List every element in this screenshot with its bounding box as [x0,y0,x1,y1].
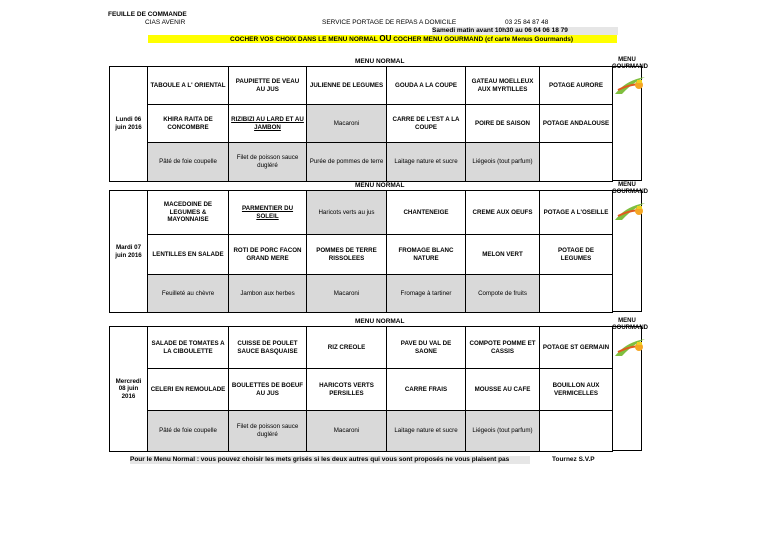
footer-note: Pour le Menu Normal : vous pouvez choisir les mets grisés si les deux autres qui vous sont proposés ne vous plaisent pas [130,456,530,464]
menu-cell[interactable]: BOULETTES DE BOEUF AU JUS [229,369,307,411]
turn-over-note: Tournez S.V.P [552,456,595,463]
menu-table-wednesday [109,326,613,452]
menu-table-monday [109,66,613,182]
menu-cell[interactable]: HARICOTS VERTS PERSILLES [307,369,387,411]
menu-cell[interactable]: MELON VERT [466,235,540,275]
menu-cell-text: PARMENTIER DU SOLEIL [241,204,294,220]
menu-cell[interactable]: CARRE DE L'EST A LA COUPE [387,105,466,143]
form-title: FEUILLE DE COMMANDE [108,11,187,18]
menu-cell[interactable]: MOUSSE AU CAFE [466,369,540,411]
menu-cell-grey[interactable]: Pâté de foie coupelle [148,411,229,452]
menu-cell[interactable]: LENTILLES EN SALADE [148,235,229,275]
menu-cell[interactable] [540,411,613,452]
menu-gourmand-label-2: MENU GOURMAND [612,182,648,195]
menu-cell[interactable]: RIZ CREOLE [307,327,387,369]
gourmand-logo-icon [612,74,648,96]
menu-cell-grey[interactable]: Haricots verts au jus [307,191,387,235]
menu-cell[interactable] [540,143,613,182]
menu-cell[interactable]: GATEAU MOELLEUX AUX MYRTILLES [466,67,540,105]
menu-cell[interactable]: GOUDA A LA COUPE [387,67,466,105]
org-name: CIAS AVENIR [145,19,186,26]
menu-cell[interactable]: POMMES DE TERRE RISSOLEES [307,235,387,275]
gourmand-logo-icon [612,200,648,222]
menu-cell[interactable]: SALADE DE TOMATES A LA CIBOULETTE [148,327,229,369]
menu-cell[interactable]: PAVE DU VAL DE SAONE [387,327,466,369]
menu-cell[interactable]: ROTI DE PORC FACON GRAND MERE [229,235,307,275]
day-label: Mercredi 08 juin 2016 [110,327,148,452]
menu-cell[interactable]: CREME AUX OEUFS [466,191,540,235]
menu-cell[interactable]: CARRE FRAIS [387,369,466,411]
menu-cell-grey[interactable]: Pâté de foie coupelle [148,143,229,182]
menu-cell[interactable]: COMPOTE POMME ET CASSIS [466,327,540,369]
saturday-phone: Samedi matin avant 10h30 au 06 04 06 18 79 [432,27,618,35]
menu-cell[interactable]: CELERI EN REMOULADE [148,369,229,411]
menu-cell[interactable]: POTAGE ST GERMAIN [540,327,613,369]
menu-cell-grey[interactable]: Macaroni [307,275,387,313]
menu-cell[interactable]: POIRE DE SAISON [466,105,540,143]
instruction-gourmand: COCHER MENU GOURMAND (cf carte Menus Gourmands) [393,36,574,43]
menu-cell[interactable]: CUISSE DE POULET SAUCE BASQUAISE [229,327,307,369]
menu-normal-label-1: MENU NORMAL [355,58,405,65]
gourmand-logo-icon [612,336,648,358]
menu-cell[interactable]: POTAGE A L'OSEILLE [540,191,613,235]
menu-cell-text: RIZIBIZI AU LARD ET AU JAMBON [231,115,304,131]
menu-cell[interactable]: MACEDOINE DE LEGUMES & MAYONNAISE [148,191,229,235]
day-label: Lundi 06 juin 2016 [110,67,148,182]
service-name: SERVICE PORTAGE DE REPAS A DOMICILE [322,19,457,26]
menu-cell[interactable] [229,105,307,143]
phone-number: 03 25 84 87 48 [505,19,549,26]
menu-cell-grey[interactable]: Laitage nature et sucre [387,411,466,452]
menu-cell-grey[interactable]: Fromage à tartiner [387,275,466,313]
instruction-ou: OU [379,34,392,43]
menu-cell[interactable]: CHANTENEIGE [387,191,466,235]
instruction-normal: COCHER VOS CHOIX DANS LE MENU NORMAL [230,36,378,43]
menu-gourmand-label-1: MENU GOURMAND [612,57,648,70]
menu-cell-grey[interactable]: Compote de fruits [466,275,540,313]
menu-table-tuesday [109,190,613,313]
menu-cell[interactable]: KHIRA RAITA DE CONCOMBRE [148,105,229,143]
menu-cell-grey[interactable]: Feuilleté au chèvre [148,275,229,313]
menu-normal-label-2: MENU NORMAL [355,182,405,189]
menu-cell[interactable]: POTAGE ANDALOUSE [540,105,613,143]
menu-cell[interactable]: TABOULE A L' ORIENTAL [148,67,229,105]
menu-cell-grey[interactable]: Macaroni [307,105,387,143]
menu-cell-grey[interactable]: Purée de pommes de terre [307,143,387,182]
menu-cell-grey[interactable]: Liégeois (tout parfum) [466,143,540,182]
menu-cell[interactable]: POTAGE DE LEGUMES [540,235,613,275]
menu-cell[interactable]: BOUILLON AUX VERMICELLES [540,369,613,411]
menu-normal-label-3: MENU NORMAL [355,318,405,325]
menu-cell[interactable]: FROMAGE BLANC NATURE [387,235,466,275]
menu-cell[interactable] [229,191,307,235]
menu-cell-grey[interactable]: Jambon aux herbes [229,275,307,313]
menu-cell[interactable]: PAUPIETTE DE VEAU AU JUS [229,67,307,105]
menu-cell-grey[interactable]: Laitage nature et sucre [387,143,466,182]
menu-cell-grey[interactable]: Liégeois (tout parfum) [466,411,540,452]
day-label: Mardi 07 juin 2016 [110,191,148,313]
menu-gourmand-label-3: MENU GOURMAND [612,318,648,331]
menu-cell[interactable]: JULIENNE DE LEGUMES [307,67,387,105]
menu-cell-grey[interactable]: Macaroni [307,411,387,452]
menu-cell[interactable]: POTAGE AURORE [540,67,613,105]
instruction-banner [148,35,617,43]
menu-cell[interactable] [540,275,613,313]
menu-cell-grey[interactable]: Filet de poisson sauce dugléré [229,143,307,182]
menu-cell-grey[interactable]: Filet de poisson sauce dugléré [229,411,307,452]
